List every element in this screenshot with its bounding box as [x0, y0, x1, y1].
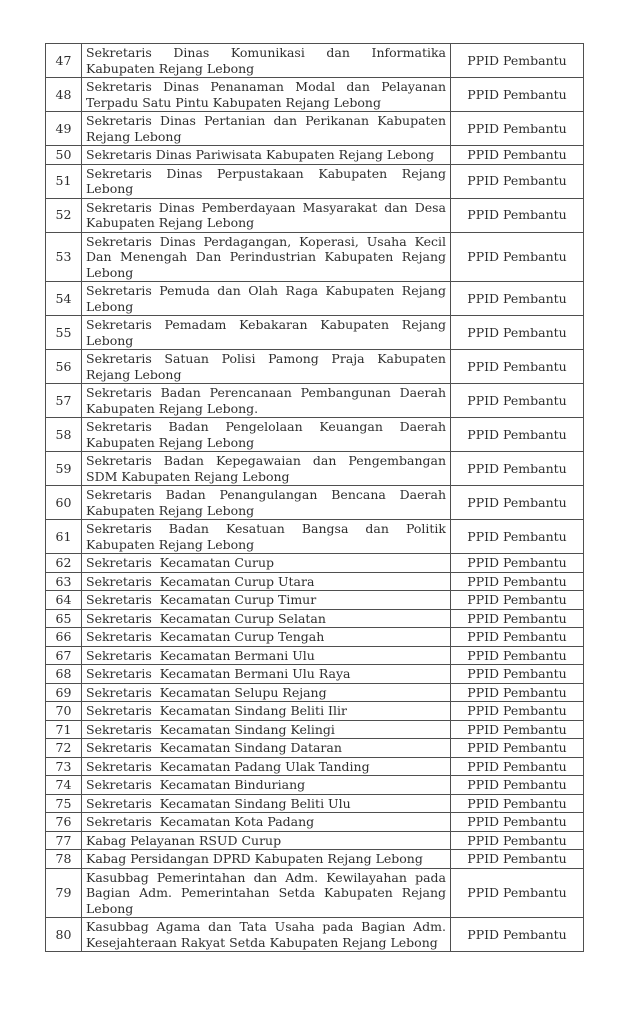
position-description-cell: Sekretaris Kecamatan Selupu Rejang: [82, 683, 451, 702]
position-description-cell: Sekretaris Badan Kesatuan Bangsa dan Politik Kabupaten Rejang Lebong: [82, 520, 451, 554]
position-description-cell: Sekretaris Kecamatan Curup: [82, 554, 451, 573]
table-row: [46, 44, 584, 78]
designation-cell: PPID Pembantu: [451, 628, 584, 647]
row-number-cell: 78: [46, 850, 82, 869]
ppid-assignment-table: [45, 43, 584, 952]
table-row: [46, 591, 584, 610]
row-number-cell: 76: [46, 813, 82, 832]
position-description-cell: Sekretaris Dinas Pemberdayaan Masyarakat dan Desa Kabupaten Rejang Lebong: [82, 198, 451, 232]
row-number-cell: 48: [46, 78, 82, 112]
designation-cell: PPID Pembantu: [451, 554, 584, 573]
table-row: [46, 316, 584, 350]
designation-cell: PPID Pembantu: [451, 232, 584, 282]
position-description-cell: Kasubbag Pemerintahan dan Adm. Kewilayahan pada Bagian Adm. Pemerintahan Setda Kabupaten Rejang Lebong: [82, 868, 451, 918]
position-description-cell: Sekretaris Kecamatan Curup Selatan: [82, 609, 451, 628]
table-row: [46, 520, 584, 554]
designation-cell: PPID Pembantu: [451, 831, 584, 850]
table-row: [46, 554, 584, 573]
table-row: [46, 418, 584, 452]
row-number-cell: 71: [46, 720, 82, 739]
row-number-cell: 74: [46, 776, 82, 795]
table-row: [46, 776, 584, 795]
designation-cell: PPID Pembantu: [451, 112, 584, 146]
row-number-cell: 64: [46, 591, 82, 610]
position-description-cell: Sekretaris Kecamatan Sindang Kelingi: [82, 720, 451, 739]
position-description-cell: Sekretaris Dinas Perdagangan, Koperasi, Usaha Kecil Dan Menengah Dan Perindustrian Kabupaten Rejang Lebong: [82, 232, 451, 282]
table-row: [46, 720, 584, 739]
designation-cell: PPID Pembantu: [451, 350, 584, 384]
designation-cell: PPID Pembantu: [451, 418, 584, 452]
position-description-cell: Sekretaris Badan Kepegawaian dan Pengembangan SDM Kabupaten Rejang Lebong: [82, 452, 451, 486]
position-description-cell: Sekretaris Kecamatan Curup Utara: [82, 572, 451, 591]
ppid-assignment-table-body: [46, 44, 584, 952]
designation-cell: PPID Pembantu: [451, 452, 584, 486]
row-number-cell: 80: [46, 918, 82, 952]
table-row: [46, 486, 584, 520]
designation-cell: PPID Pembantu: [451, 757, 584, 776]
table-row: [46, 572, 584, 591]
table-row: [46, 232, 584, 282]
designation-cell: PPID Pembantu: [451, 198, 584, 232]
position-description-cell: Sekretaris Kecamatan Curup Timur: [82, 591, 451, 610]
designation-cell: PPID Pembantu: [451, 813, 584, 832]
row-number-cell: 69: [46, 683, 82, 702]
position-description-cell: Sekretaris Pemadam Kebakaran Kabupaten Rejang Lebong: [82, 316, 451, 350]
row-number-cell: 57: [46, 384, 82, 418]
row-number-cell: 58: [46, 418, 82, 452]
designation-cell: PPID Pembantu: [451, 520, 584, 554]
row-number-cell: 67: [46, 646, 82, 665]
table-row: [46, 384, 584, 418]
position-description-cell: Sekretaris Badan Perencanaan Pembangunan Daerah Kabupaten Rejang Lebong.: [82, 384, 451, 418]
row-number-cell: 73: [46, 757, 82, 776]
position-description-cell: Kabag Persidangan DPRD Kabupaten Rejang Lebong: [82, 850, 451, 869]
table-row: [46, 146, 584, 165]
row-number-cell: 79: [46, 868, 82, 918]
designation-cell: PPID Pembantu: [451, 44, 584, 78]
position-description-cell: Sekretaris Kecamatan Binduriang: [82, 776, 451, 795]
row-number-cell: 61: [46, 520, 82, 554]
table-row: [46, 813, 584, 832]
row-number-cell: 66: [46, 628, 82, 647]
table-row: [46, 164, 584, 198]
position-description-cell: Sekretaris Kecamatan Sindang Beliti Ulu: [82, 794, 451, 813]
row-number-cell: 62: [46, 554, 82, 573]
designation-cell: PPID Pembantu: [451, 720, 584, 739]
position-description-cell: Sekretaris Satuan Polisi Pamong Praja Kabupaten Rejang Lebong: [82, 350, 451, 384]
position-description-cell: Sekretaris Badan Pengelolaan Keuangan Daerah Kabupaten Rejang Lebong: [82, 418, 451, 452]
designation-cell: PPID Pembantu: [451, 776, 584, 795]
position-description-cell: Sekretaris Kecamatan Curup Tengah: [82, 628, 451, 647]
position-description-cell: Sekretaris Kecamatan Sindang Beliti Ilir: [82, 702, 451, 721]
designation-cell: PPID Pembantu: [451, 665, 584, 684]
row-number-cell: 65: [46, 609, 82, 628]
designation-cell: PPID Pembantu: [451, 646, 584, 665]
position-description-cell: Sekretaris Dinas Pertanian dan Perikanan Kabupaten Rejang Lebong: [82, 112, 451, 146]
row-number-cell: 52: [46, 198, 82, 232]
table-row: [46, 78, 584, 112]
table-row: [46, 794, 584, 813]
designation-cell: PPID Pembantu: [451, 486, 584, 520]
designation-cell: PPID Pembantu: [451, 164, 584, 198]
table-row: [46, 609, 584, 628]
row-number-cell: 47: [46, 44, 82, 78]
table-row: [46, 850, 584, 869]
designation-cell: PPID Pembantu: [451, 702, 584, 721]
row-number-cell: 70: [46, 702, 82, 721]
position-description-cell: Sekretaris Dinas Komunikasi dan Informatika Kabupaten Rejang Lebong: [82, 44, 451, 78]
designation-cell: PPID Pembantu: [451, 316, 584, 350]
row-number-cell: 60: [46, 486, 82, 520]
row-number-cell: 75: [46, 794, 82, 813]
row-number-cell: 59: [46, 452, 82, 486]
designation-cell: PPID Pembantu: [451, 572, 584, 591]
row-number-cell: 54: [46, 282, 82, 316]
row-number-cell: 53: [46, 232, 82, 282]
designation-cell: PPID Pembantu: [451, 591, 584, 610]
position-description-cell: Sekretaris Dinas Pariwisata Kabupaten Rejang Lebong: [82, 146, 451, 165]
table-row: [46, 665, 584, 684]
table-row: [46, 757, 584, 776]
position-description-cell: Sekretaris Kecamatan Kota Padang: [82, 813, 451, 832]
row-number-cell: 63: [46, 572, 82, 591]
row-number-cell: 49: [46, 112, 82, 146]
table-row: [46, 452, 584, 486]
position-description-cell: Sekretaris Kecamatan Bermani Ulu: [82, 646, 451, 665]
table-row: [46, 702, 584, 721]
designation-cell: PPID Pembantu: [451, 609, 584, 628]
designation-cell: PPID Pembantu: [451, 683, 584, 702]
table-row: [46, 282, 584, 316]
row-number-cell: 56: [46, 350, 82, 384]
position-description-cell: Sekretaris Kecamatan Sindang Dataran: [82, 739, 451, 758]
designation-cell: PPID Pembantu: [451, 918, 584, 952]
table-row: [46, 198, 584, 232]
table-row: [46, 918, 584, 952]
row-number-cell: 77: [46, 831, 82, 850]
table-row: [46, 628, 584, 647]
position-description-cell: Sekretaris Badan Penangulangan Bencana Daerah Kabupaten Rejang Lebong: [82, 486, 451, 520]
designation-cell: PPID Pembantu: [451, 739, 584, 758]
row-number-cell: 55: [46, 316, 82, 350]
table-row: [46, 739, 584, 758]
designation-cell: PPID Pembantu: [451, 78, 584, 112]
table-row: [46, 683, 584, 702]
designation-cell: PPID Pembantu: [451, 282, 584, 316]
designation-cell: PPID Pembantu: [451, 868, 584, 918]
position-description-cell: Kasubbag Agama dan Tata Usaha pada Bagian Adm. Kesejahteraan Rakyat Setda Kabupaten Rejang Lebong: [82, 918, 451, 952]
position-description-cell: Sekretaris Kecamatan Bermani Ulu Raya: [82, 665, 451, 684]
table-row: [46, 646, 584, 665]
table-row: [46, 831, 584, 850]
position-description-cell: Kabag Pelayanan RSUD Curup: [82, 831, 451, 850]
row-number-cell: 50: [46, 146, 82, 165]
table-row: [46, 868, 584, 918]
position-description-cell: Sekretaris Pemuda dan Olah Raga Kabupaten Rejang Lebong: [82, 282, 451, 316]
row-number-cell: 68: [46, 665, 82, 684]
table-row: [46, 112, 584, 146]
position-description-cell: Sekretaris Dinas Perpustakaan Kabupaten Rejang Lebong: [82, 164, 451, 198]
table-row: [46, 350, 584, 384]
position-description-cell: Sekretaris Kecamatan Padang Ulak Tanding: [82, 757, 451, 776]
designation-cell: PPID Pembantu: [451, 146, 584, 165]
designation-cell: PPID Pembantu: [451, 384, 584, 418]
row-number-cell: 51: [46, 164, 82, 198]
row-number-cell: 72: [46, 739, 82, 758]
designation-cell: PPID Pembantu: [451, 794, 584, 813]
position-description-cell: Sekretaris Dinas Penanaman Modal dan Pelayanan Terpadu Satu Pintu Kabupaten Rejang Lebong: [82, 78, 451, 112]
designation-cell: PPID Pembantu: [451, 850, 584, 869]
